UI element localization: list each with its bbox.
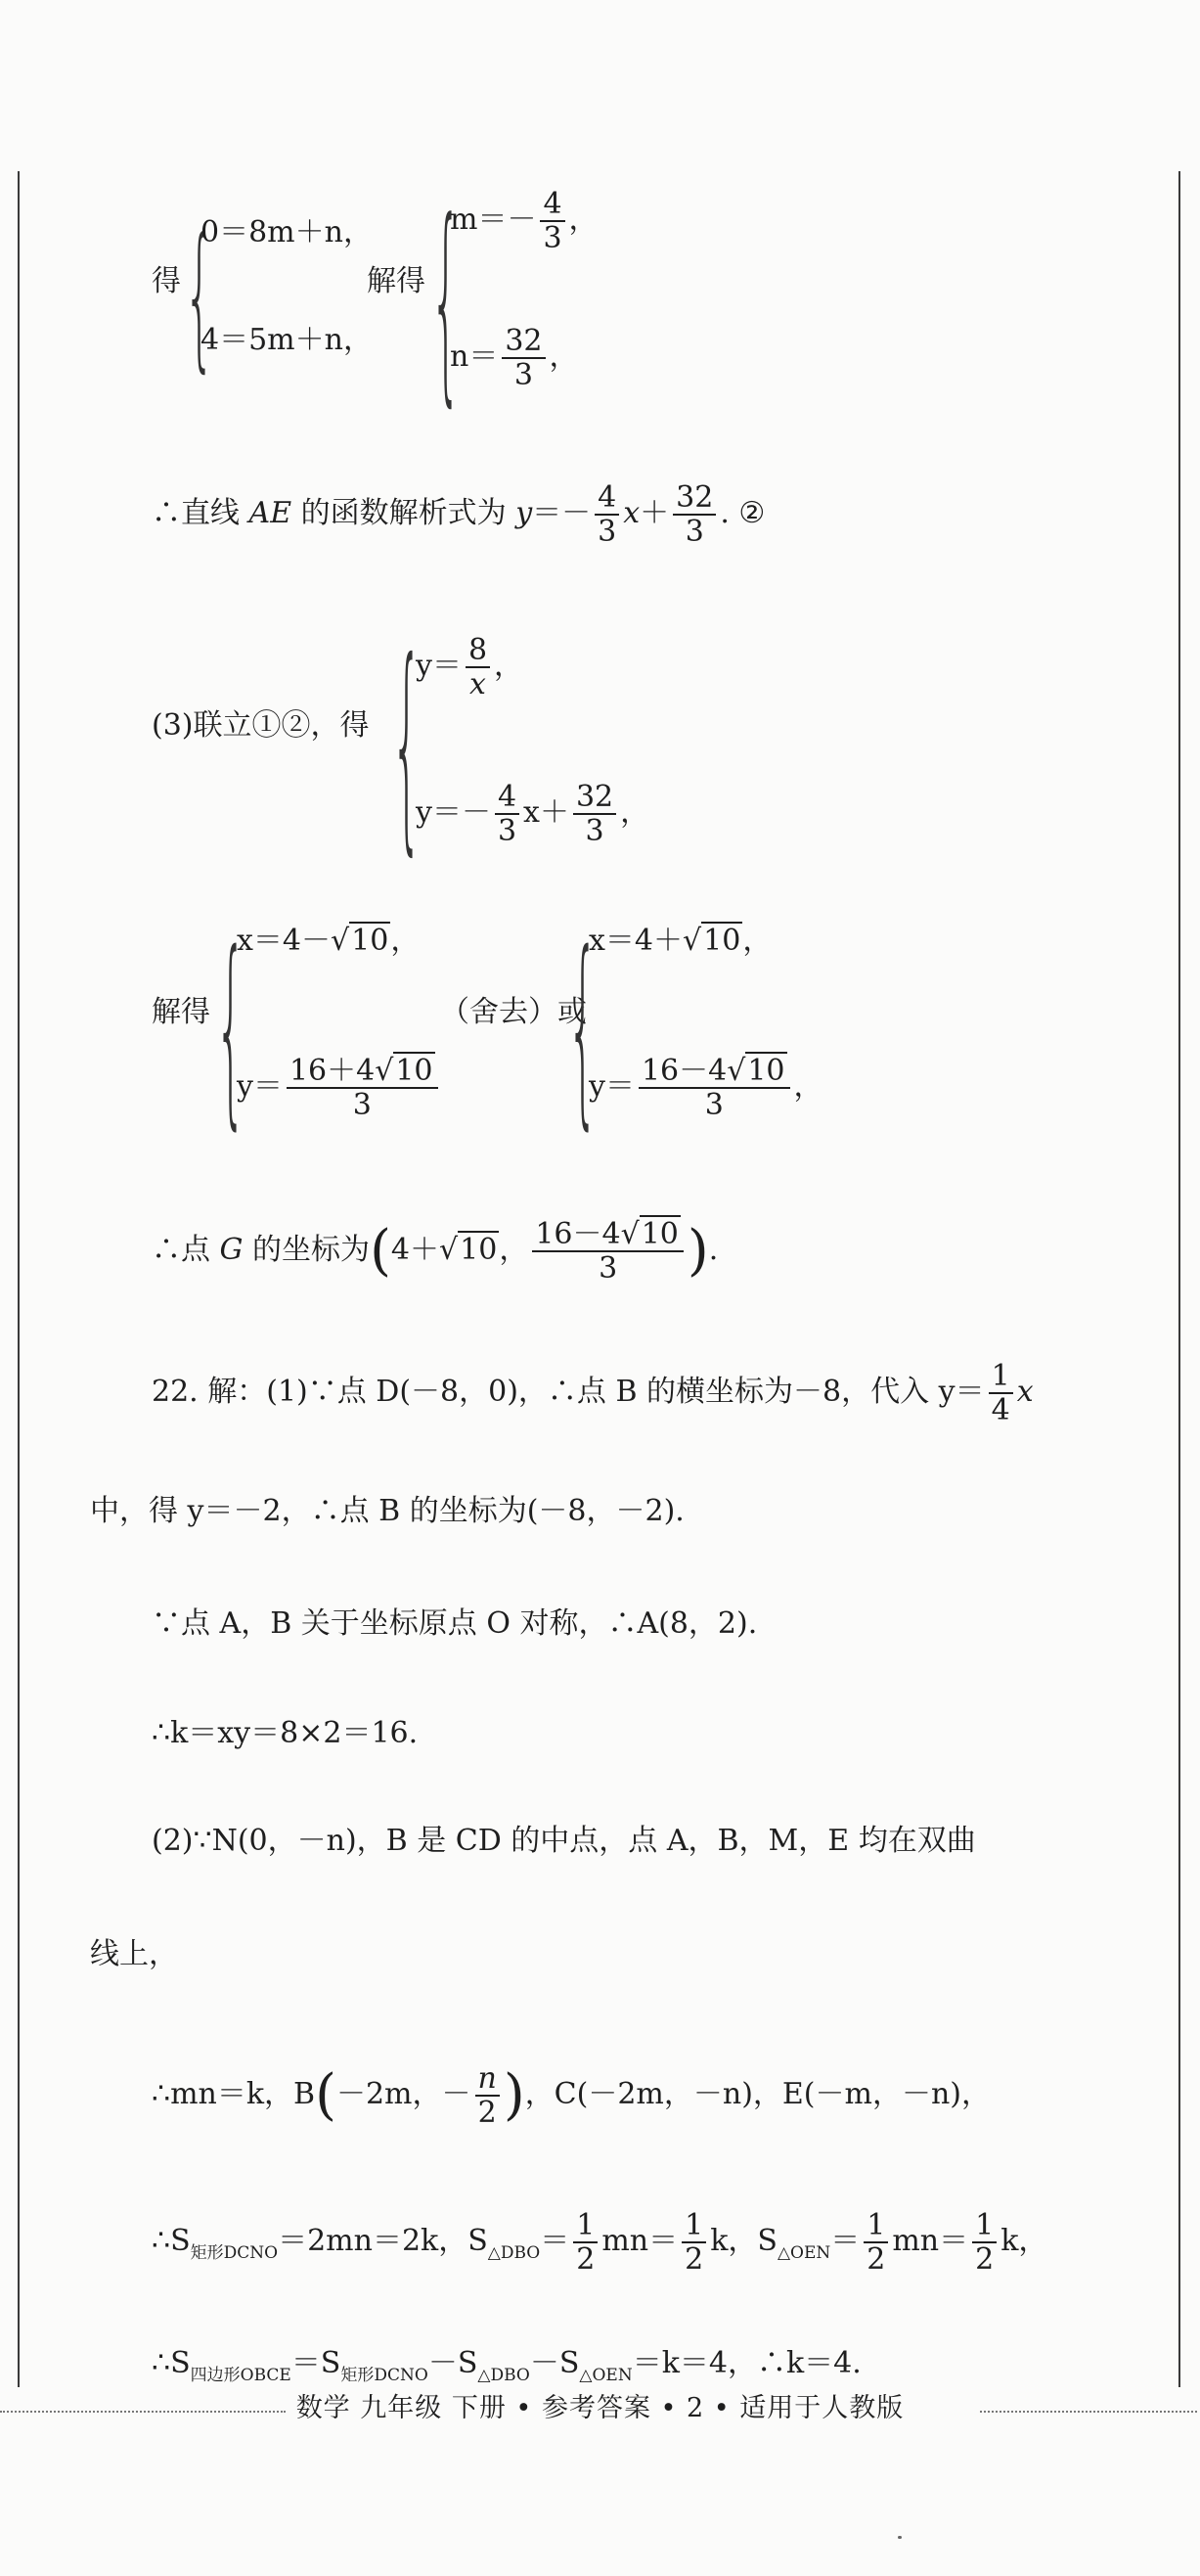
solution1-x: x＝4－√10， <box>237 924 421 958</box>
part3-eq1: y＝ $\frac{8}{x}$ ， <box>416 633 524 701</box>
q22-line1: 22. 解：(1)∵点 D(－8，0)，∴点 B 的横坐标为－8，代入 y＝ $\frac{1}{4}$ x <box>152 1359 1034 1427</box>
solve-label: 解得 <box>152 995 210 1029</box>
left-brace: { <box>215 910 246 1149</box>
q22-line4: ∴k＝xy＝8×2＝16. <box>152 1716 419 1750</box>
point-g-line: ∴点 G 的坐标为(4＋√10， $\frac{16-4√10}{3}$ ). <box>152 1217 719 1286</box>
de-label: 得 <box>152 264 181 298</box>
left-brace: { <box>391 614 422 876</box>
right-border-line <box>1178 171 1180 2387</box>
left-brace: { <box>430 176 462 427</box>
page-footer: 数学 九年级 下册 • 参考答案 • 2 • 适用于人教版 <box>295 2393 905 2423</box>
q22-line6: 线上， <box>90 1937 178 1971</box>
discard-label: （舍去）或 <box>440 995 587 1029</box>
q22-line5: (2)∵N(0，－n)，B 是 CD 的中点，点 A，B，M，E 均在双曲 <box>152 1824 976 1858</box>
n-solution: n＝ $\frac{32}{3}$ ， <box>450 324 579 392</box>
q22-line2: 中，得 y＝－2，∴点 B 的坐标为(－8，－2). <box>90 1494 685 1528</box>
solution2-x: x＝4＋√10， <box>589 924 773 958</box>
part3-label: (3)联立①②，得 <box>152 708 370 743</box>
equation-2: 4＝5m＋n， <box>200 323 373 357</box>
solution1-y: y＝ $\frac{16+4√10}{3}$ <box>237 1055 442 1121</box>
scan-speck <box>898 2536 902 2539</box>
q22-line7: ∴mn＝k，B(－2m，－ $\frac{n}{2}$ )，C(－2m，－n)，E(－m，－n)， <box>152 2061 991 2130</box>
q22-line3: ∵点 A，B 关于坐标原点 O 对称，∴A(8，2). <box>152 1606 758 1641</box>
part3-eq2: y＝－ $\frac{4}{3}$ x＋ $\frac{32}{3}$ ， <box>416 780 650 848</box>
left-brace: { <box>567 910 599 1149</box>
equation-1: 0＝8m＋n， <box>200 215 373 249</box>
left-brace: { <box>184 205 215 387</box>
m-solution: m＝－ $\frac{4}{3}$ ， <box>450 187 599 255</box>
q22-line9: $\therefore S_{四边形OBCE}=S_{矩形DCNO}-S_{\triangle DBO}-S_{\triangle OEN}=k=4$，∴k＝4. <box>152 2346 862 2385</box>
solution2-y: y＝ $\frac{16-4√10}{3}$ ， <box>589 1054 823 1122</box>
q22-line8: $\therefore S_{矩形DCNO}=2mn=2k$，$S_{\triangle DBO}=$ $\frac{1}{2}$ mn＝ $\frac{1}{2}$ k，$S_{\triangle OEN}=$ $\frac{1}{2}$ mn＝ $\frac{1}{2}$ k， <box>152 2208 1048 2277</box>
jiede-label: 解得 <box>367 264 425 298</box>
left-border-line <box>18 171 20 2387</box>
ae-function-line: ∴直线 AE 的函数解析式为 y＝－ $\frac{4}{3}$ x＋ $\frac{32}{3}$ . ② <box>152 480 766 549</box>
